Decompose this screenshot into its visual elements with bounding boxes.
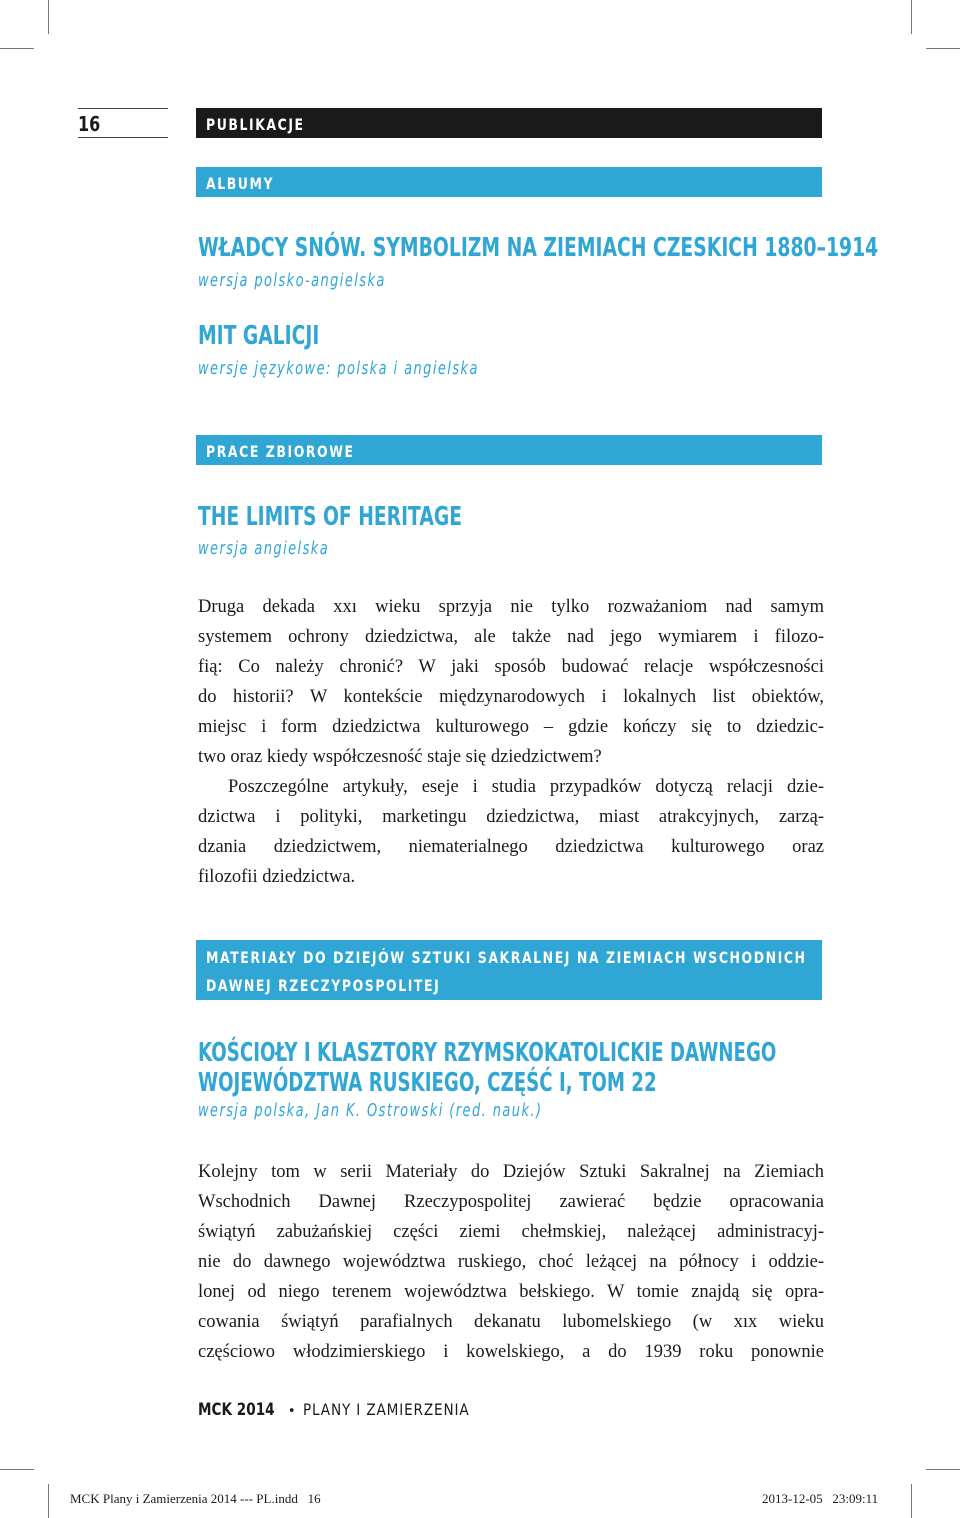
page-number: 16	[78, 112, 101, 136]
body-line: filozofii dziedzictwa.	[198, 867, 356, 887]
crop-mark	[926, 1469, 960, 1470]
page-footer	[198, 1400, 499, 1420]
footer-brand: MCK 2014	[198, 1400, 275, 1420]
body-line: Poszczególne artykuły, eseje i studia przypadków dotyczą relacji dzie-	[228, 777, 824, 797]
entry-title: KOŚCIOŁY I KLASZTORY RZYMSKOKATOLICKIE DAWNEGO	[198, 1038, 777, 1068]
body-line: Druga dekada xxı wieku sprzyja nie tylko rozważaniom nad samym	[198, 597, 824, 617]
body-line: dzania dziedzictwem, niematerialnego dziedzictwa kulturowego oraz	[198, 837, 824, 857]
body-line: Kolejny tom w serii Materiały do Dziejów Sztuki Sakralnej na Ziemiach	[198, 1162, 824, 1182]
section-label: MATERIAŁY DO DZIEJÓW SZTUKI SAKRALNEJ NA ZIEMIACH WSCHODNICH	[206, 948, 807, 967]
crop-mark	[911, 1484, 912, 1518]
crop-mark	[0, 1469, 34, 1470]
entry-title: WOJEWÓDZTWA RUSKIEGO, CZĘŚĆ I, TOM 22	[198, 1068, 657, 1098]
entry-subtitle: wersje językowe: polska i angielska	[198, 358, 479, 379]
body-line: systemem ochrony dziedzictwa, ale także nad jego wymiarem i filozo-	[198, 627, 824, 647]
body-line: two oraz kiedy współczesność staje się dziedzictwem?	[198, 747, 602, 767]
entry-title: WŁADCY SNÓW. SYMBOLIZM NA ZIEMIACH CZESKICH 1880–1914	[198, 233, 879, 263]
entry-subtitle: wersja polska, Jan K. Ostrowski (red. nauk.)	[198, 1100, 543, 1121]
page-number-rule	[78, 137, 168, 138]
entry-subtitle: wersja angielska	[198, 538, 330, 559]
entry-title: MIT GALICJI	[198, 321, 320, 351]
section-label: ALBUMY	[206, 174, 275, 193]
body-line: miejsc i form dziedzictwa kulturowego – gdzie kończy się to dziedzic-	[198, 717, 824, 737]
slug-timestamp: 2013-12-05 23:09:11	[762, 1491, 879, 1506]
crop-mark	[48, 0, 49, 34]
page-number-rule	[78, 108, 168, 109]
entry-subtitle: wersja polsko-angielska	[198, 270, 386, 291]
body-line: częściowo włodzimierskiego i kowelskiego, a do 1939 roku ponownie	[198, 1342, 824, 1362]
body-line: świątyń zabużańskiej części ziemi chełmskiej, należącej administracyj-	[198, 1222, 824, 1242]
section-band-prace	[196, 435, 822, 465]
crop-mark	[0, 48, 34, 49]
crop-mark	[48, 1484, 49, 1518]
section-label: DAWNEJ RZECZYPOSPOLITEJ	[206, 976, 441, 995]
header-band	[196, 108, 822, 138]
entry-title: THE LIMITS OF HERITAGE	[198, 502, 463, 532]
slug-file: MCK Plany i Zamierzenia 2014 --- PL.indd 16	[70, 1491, 321, 1506]
body-line: Wschodnich Dawnej Rzeczypospolitej zawierać będzie opracowania	[198, 1192, 824, 1212]
body-line: lonej od niego terenem województwa bełskiego. W tomie znajdą się opra-	[198, 1282, 824, 1302]
header-band-label: PUBLIKACJE	[206, 115, 305, 134]
body-line: nie do dawnego województwa ruskiego, choć leżącej na północy i oddzie-	[198, 1252, 824, 1272]
footer-separator: •	[287, 1404, 296, 1419]
section-band-albumy	[196, 167, 822, 197]
crop-mark	[911, 0, 912, 34]
footer-subtitle: PLANY I ZAMIERZENIA	[303, 1400, 470, 1419]
section-band-materialy	[196, 940, 822, 1000]
body-line: cowania świątyń parafialnych dekanatu lubomelskiego (w xıx wieku	[198, 1312, 824, 1332]
body-line: do historii? W kontekście międzynarodowych i lokalnych list obiektów,	[198, 687, 824, 707]
body-line: dzictwa i polityki, marketingu dziedzictwa, miast atrakcyjnych, zarzą-	[198, 807, 824, 827]
crop-mark	[926, 48, 960, 49]
body-line: fią: Co należy chronić? W jaki sposób budować relacje współczesności	[198, 657, 824, 677]
section-label: PRACE ZBIOROWE	[206, 442, 355, 461]
